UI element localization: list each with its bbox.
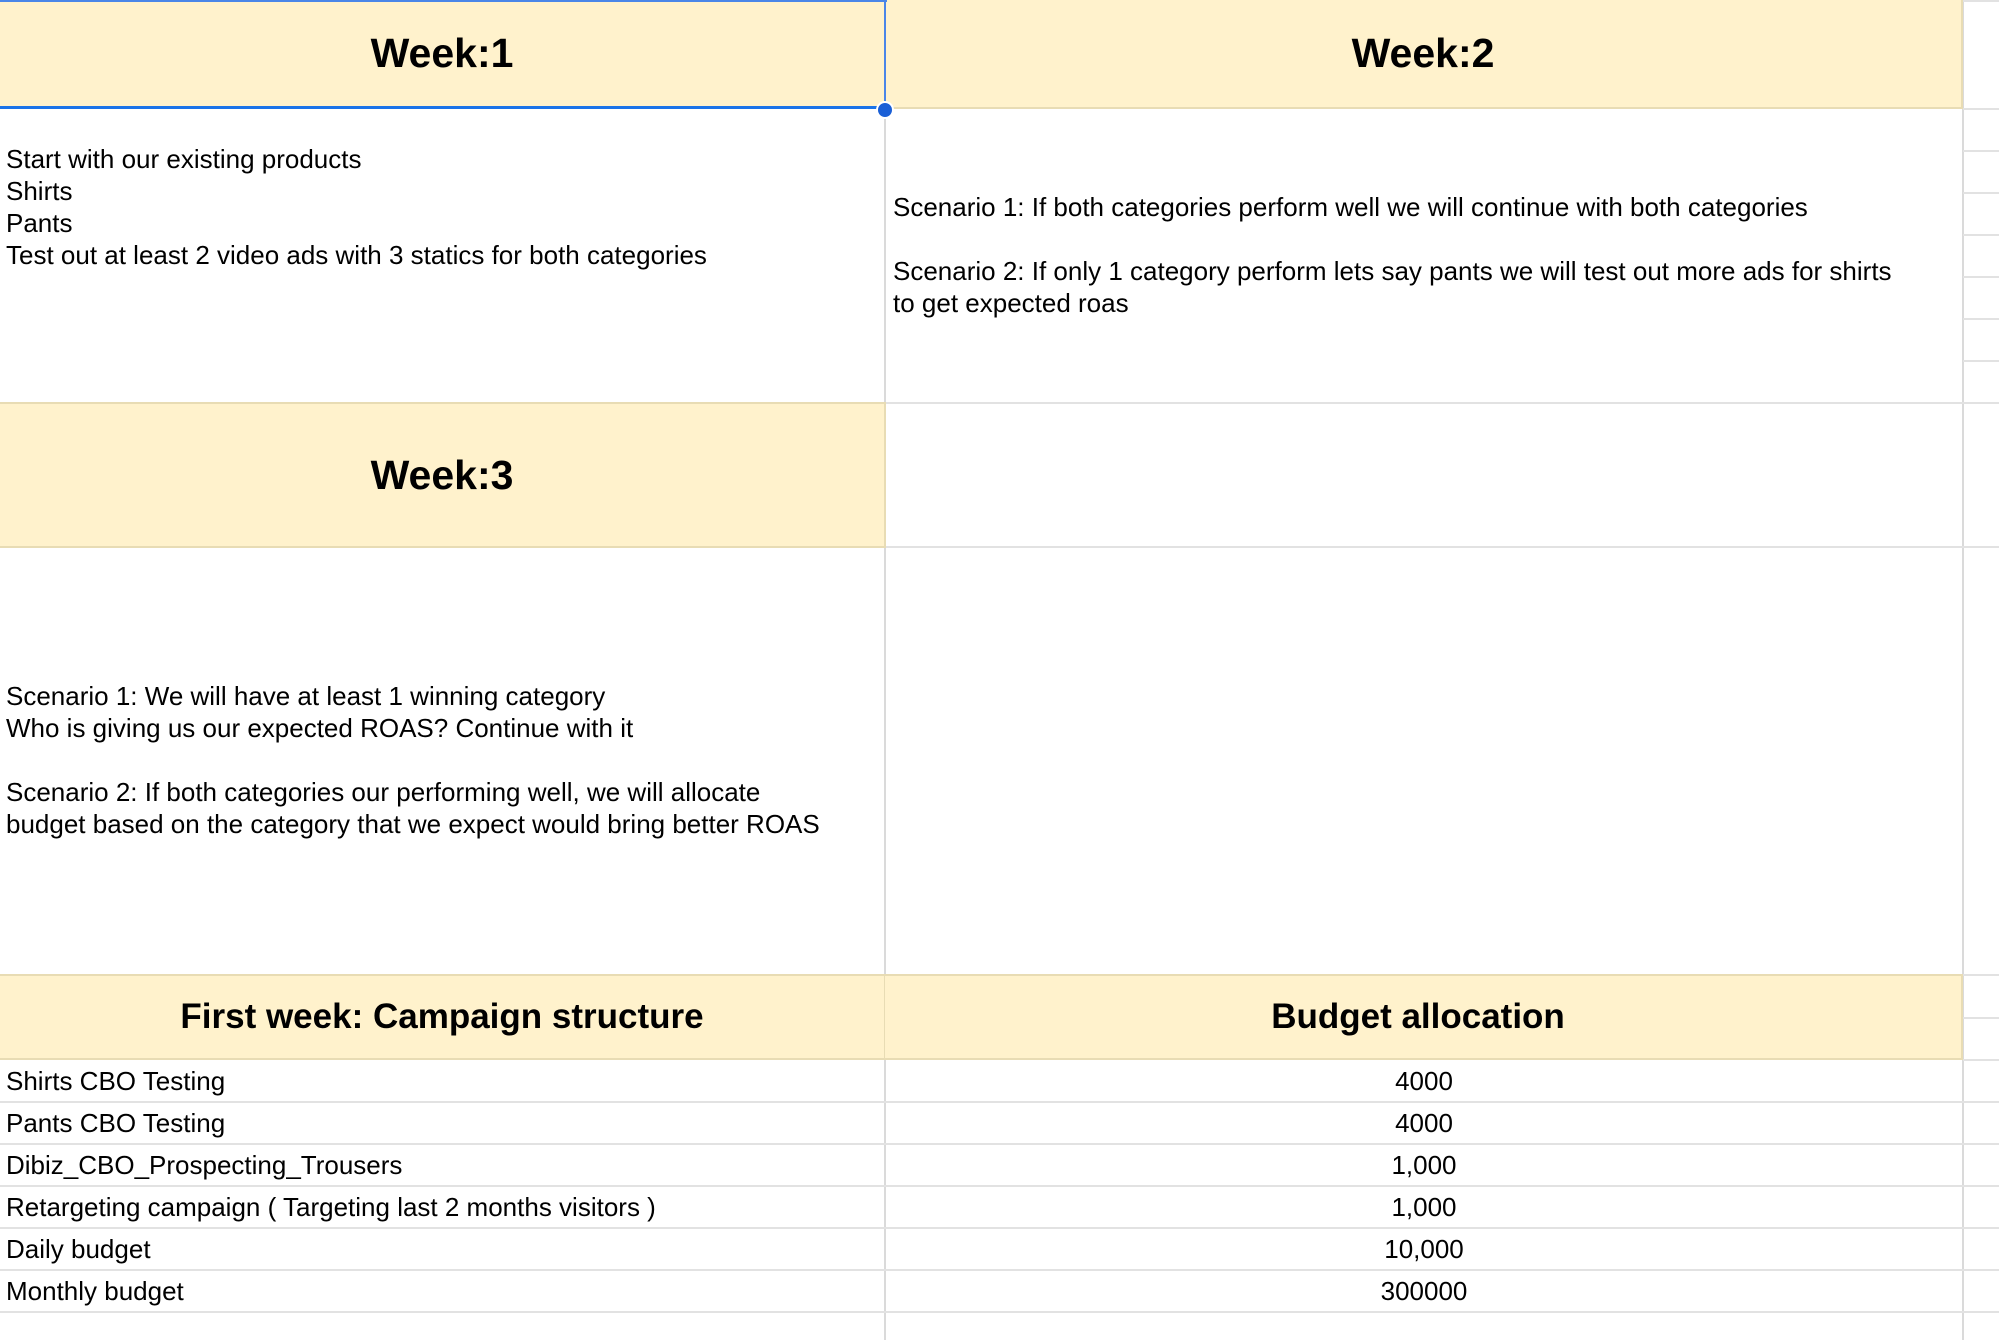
gridline-col-c bbox=[1963, 276, 1999, 278]
gridline-col-c bbox=[1963, 318, 1999, 320]
week1-line: Start with our existing products bbox=[6, 144, 362, 174]
gridline-col-c bbox=[1963, 1059, 1999, 1061]
week1-line: Pants bbox=[6, 208, 73, 238]
budget-allocation-header-cell[interactable] bbox=[885, 974, 1963, 1060]
budget-value-cell[interactable]: 10,000 bbox=[1384, 1234, 1464, 1264]
campaign-name-cell[interactable]: Monthly budget bbox=[6, 1276, 184, 1306]
campaign-name-cell[interactable]: Dibiz_CBO_Prospecting_Trousers bbox=[6, 1150, 403, 1180]
campaign-name-cell[interactable]: Daily budget bbox=[6, 1234, 151, 1264]
week2-scenario1: Scenario 1: If both categories perform well we will continue with both categories bbox=[893, 192, 1808, 222]
empty-cell-b4[interactable] bbox=[886, 548, 1962, 974]
campaign-name-cell[interactable]: Shirts CBO Testing bbox=[6, 1066, 226, 1096]
week3-scenario1: Scenario 1: We will have at least 1 winning category bbox=[6, 681, 606, 711]
week3-header-cell[interactable] bbox=[0, 402, 886, 548]
gridline-col-c bbox=[1963, 1017, 1999, 1019]
week2-header-cell[interactable] bbox=[885, 0, 1963, 109]
week2-header: Week:2 bbox=[1351, 30, 1495, 76]
week2-scenario2-cont: to get expected roas bbox=[893, 288, 1129, 318]
week3-scenario1-cont: Who is giving us our expected ROAS? Continue with it bbox=[6, 713, 634, 743]
budget-allocation-header: Budget allocation bbox=[1271, 997, 1565, 1036]
budget-value-cell[interactable]: 300000 bbox=[1380, 1276, 1468, 1306]
gridline-col-c bbox=[1963, 360, 1999, 362]
week3-content-cell[interactable] bbox=[0, 548, 884, 974]
gridline-col-c bbox=[1963, 234, 1999, 236]
empty-cell-b3[interactable] bbox=[886, 404, 1962, 546]
gridline-col-c bbox=[1963, 0, 1999, 2]
week1-line: Shirts bbox=[6, 176, 73, 206]
campaign-name-cell[interactable]: Retargeting campaign ( Targeting last 2 months visitors ) bbox=[6, 1192, 656, 1222]
week1-header-cell[interactable] bbox=[0, 0, 886, 109]
week1-content-cell[interactable] bbox=[0, 109, 885, 403]
budget-value-cell[interactable]: 1,000 bbox=[1391, 1150, 1457, 1180]
campaign-structure-header: First week: Campaign structure bbox=[180, 997, 704, 1036]
selection-border-top bbox=[0, 0, 887, 2]
selection-border-right bbox=[884, 0, 886, 109]
gridline-col-c bbox=[1963, 192, 1999, 194]
week3-header: Week:3 bbox=[370, 451, 514, 498]
budget-value-cell[interactable]: 4000 bbox=[1395, 1108, 1453, 1138]
week3-scenario2-cont: budget based on the category that we expect would bring better ROAS bbox=[6, 809, 820, 839]
week3-scenario2: Scenario 2: If both categories our performing well, we will allocate bbox=[6, 777, 761, 807]
budget-value-cell[interactable]: 1,000 bbox=[1391, 1192, 1457, 1222]
week2-scenario2: Scenario 2: If only 1 category perform lets say pants we will test out more ads for shirts bbox=[893, 256, 1892, 286]
gridline-col-c bbox=[1963, 150, 1999, 152]
campaign-name-cell[interactable]: Pants CBO Testing bbox=[6, 1108, 226, 1138]
week1-line: Test out at least 2 video ads with 3 statics for both categories bbox=[6, 240, 707, 270]
week2-content-cell[interactable] bbox=[886, 109, 1962, 402]
gridline-col-c bbox=[1963, 108, 1999, 110]
week1-header: Week:1 bbox=[370, 30, 514, 76]
campaign-structure-header-cell[interactable] bbox=[0, 974, 886, 1060]
budget-value-cell[interactable]: 4000 bbox=[1395, 1066, 1453, 1096]
